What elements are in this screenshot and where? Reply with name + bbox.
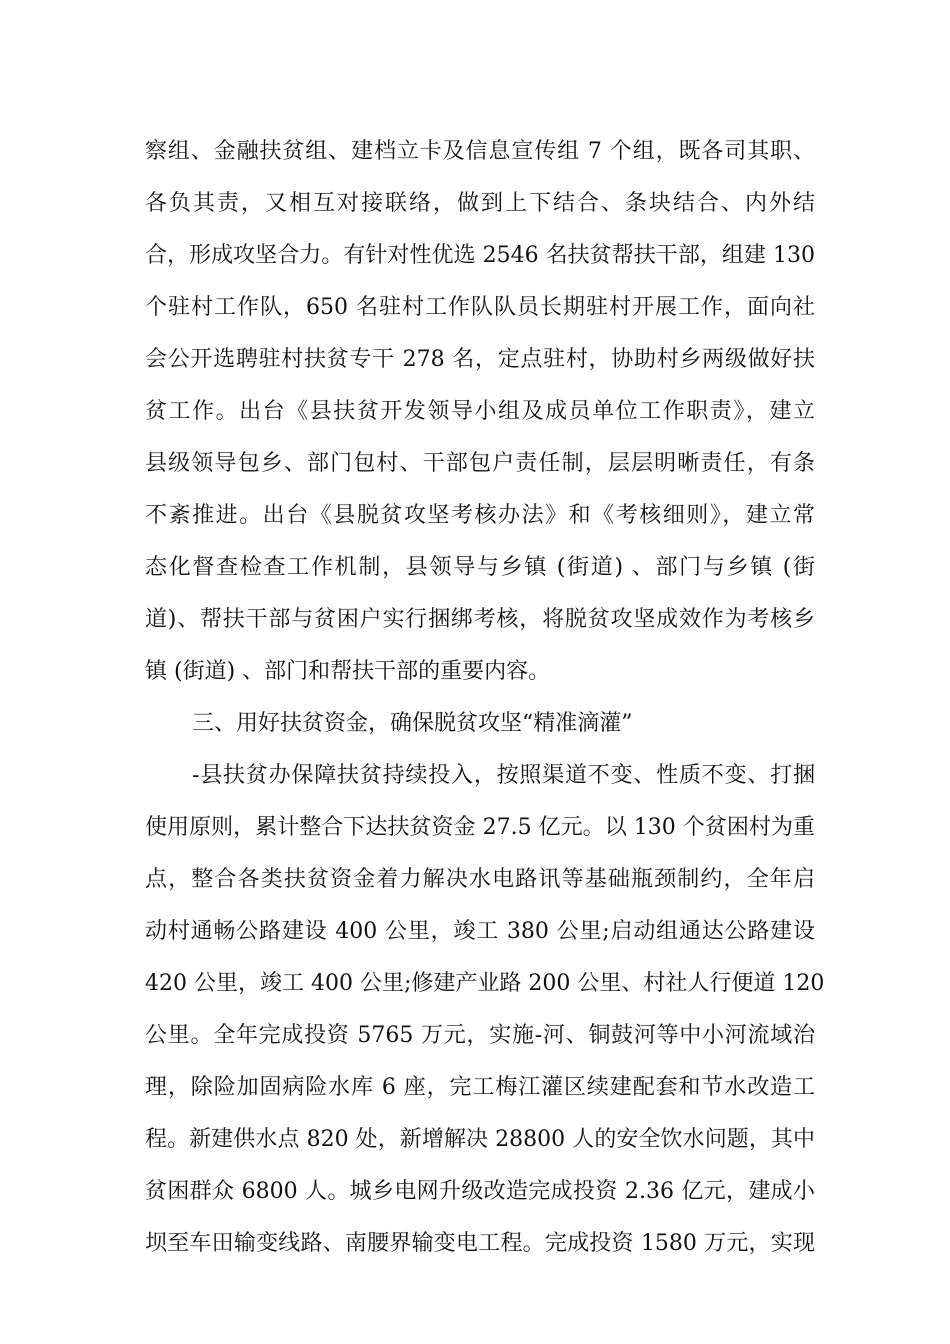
text-line: 各负其责，又相互对接联络，做到上下结合、条块结合、内外结 — [145, 191, 815, 216]
text-line: 会公开选聘驻村扶贫专干 278 名，定点驻村，协助村乡两级做好扶 — [145, 347, 815, 372]
section-heading: 三、用好扶贫资金，确保脱贫攻坚“精准滴灌” — [192, 711, 633, 736]
text-line: 县级领导包乡、部门包村、干部包户责任制，层层明晰责任，有条 — [145, 451, 815, 476]
text-line: -县扶贫办保障扶贫持续投入，按照渠道不变、性质不变、打捆 — [192, 763, 815, 788]
text-line: 态化督查检查工作机制，县领导与乡镇 (街道) 、部门与乡镇 (街 — [145, 555, 815, 580]
text-line: 点，整合各类扶贫资金着力解决水电路讯等基础瓶颈制约，全年启 — [145, 867, 815, 892]
text-line: 使用原则，累计整合下达扶贫资金 27.5 亿元。以 130 个贫困村为重 — [145, 815, 815, 840]
text-line: 理，除险加固病险水库 6 座，完工梅江灌区续建配套和节水改造工 — [145, 1075, 815, 1100]
text-line: 程。新建供水点 820 处，新增解决 28800 人的安全饮水问题，其中 — [145, 1127, 815, 1152]
text-line: 道)、帮扶干部与贫困户实行捆绑考核，将脱贫攻坚成效作为考核乡 — [145, 607, 815, 632]
text-line: 420 公里，竣工 400 公里;修建产业路 200 公里、村社人行便道 120 — [145, 971, 825, 996]
text-line: 察组、金融扶贫组、建档立卡及信息宣传组 7 个组，既各司其职、 — [145, 139, 815, 164]
text-line: 动村通畅公路建设 400 公里，竣工 380 公里;启动组通达公路建设 — [145, 919, 815, 944]
text-line: 贫困群众 6800 人。城乡电网升级改造完成投资 2.36 亿元，建成小 — [145, 1179, 815, 1204]
text-line: 公里。全年完成投资 5765 万元，实施-河、铜鼓河等中小河流域治 — [145, 1023, 815, 1048]
text-line: 合，形成攻坚合力。有针对性优选 2546 名扶贫帮扶干部，组建 130 — [145, 243, 815, 268]
text-line: 不紊推进。出台《县脱贫攻坚考核办法》和《考核细则》，建立常 — [145, 503, 815, 528]
text-line: 贫工作。出台《县扶贫开发领导小组及成员单位工作职责》，建立 — [145, 399, 815, 424]
text-line: 个驻村工作队，650 名驻村工作队队员长期驻村开展工作，面向社 — [145, 295, 815, 320]
text-line: 镇 (街道) 、部门和帮扶干部的重要内容。 — [145, 659, 551, 684]
text-line: 坝至车田输变线路、南腰界输变电工程。完成投资 1580 万元，实现 — [145, 1231, 815, 1256]
